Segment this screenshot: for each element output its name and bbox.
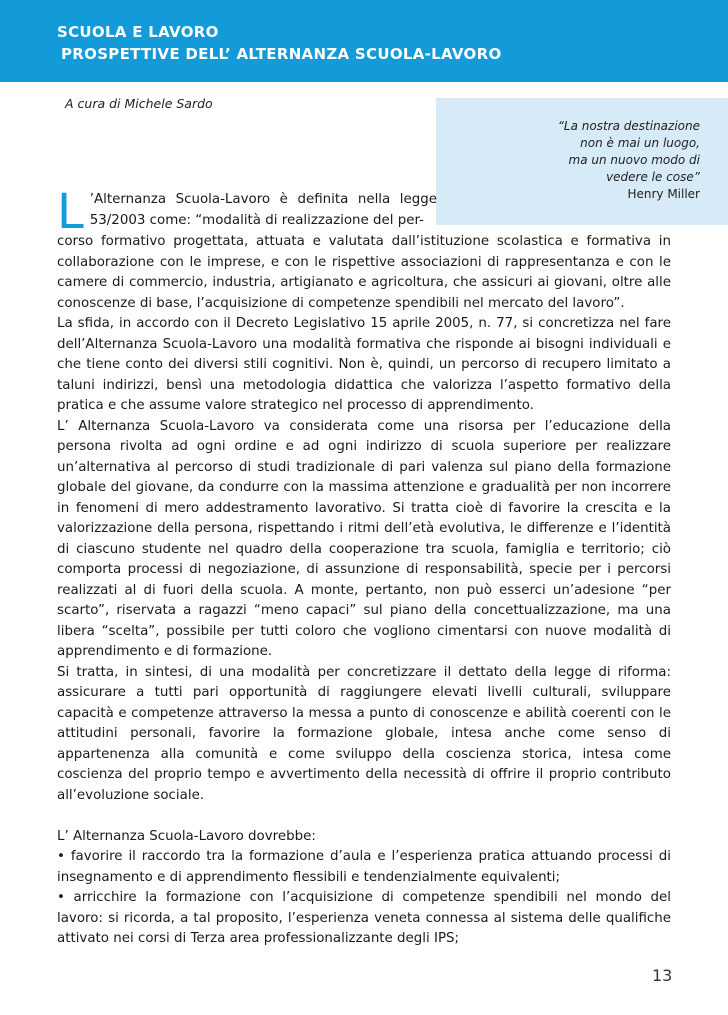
page-number: 13 xyxy=(652,966,673,985)
body-paragraph: corso formativo progettata, attuata e valutata dall’istituzione scolastica e formativa in collaborazione con le imprese, e con le rispettive associazioni di rappresentanza e con le camere di commercio, industria, artigianato e agricoltura, che assicuri ai giovani, oltre alle conoscenze di base, l’acquisizione di competenze spendibili nel mercato del lavoro”. xyxy=(57,234,671,311)
paragraph-spacer xyxy=(57,806,671,827)
quote-line: “La nostra destinazione xyxy=(557,119,700,133)
header-band xyxy=(0,0,728,82)
quote-line: vedere le cose” xyxy=(606,170,700,184)
quote-author: Henry Miller xyxy=(627,187,700,201)
drop-cap: L xyxy=(57,184,84,240)
body-paragraph: Si tratta, in sintesi, di una modalità per concretizzare il dettato della legge di riforma: assicurare a tutti pari opportunità di raggiungere elevati livelli culturali, sviluppare capacità e competenze attraverso la messa a punto di conoscenze e abilità coerenti con le attitudini personali, favorire la formazione globale, intesa anche come senso di appartenenza alla comunità e come sviluppo della coscienza storica, intesa come coscienza del proprio tempo e avvertimento della necessità di offrire il proprio contributo all’evoluzione sociale. xyxy=(57,664,671,803)
curator-credit: A cura di Michele Sardo xyxy=(65,96,213,111)
section-title xyxy=(57,21,502,65)
subtitle-line: PROSPETTIVE DELL’ ALTERNANZA SCUOLA-LAVORO xyxy=(61,45,502,63)
epigraph-box xyxy=(436,98,728,225)
lead-text: ’Alternanza Scuola-Lavoro è definita nella legge 53/2003 come: “modalità di realizzazione del per- xyxy=(89,192,437,228)
quote-line: ma un nuovo modo di xyxy=(568,153,700,167)
bullet-item: • favorire il raccordo tra la formazione d’aula e l’esperienza pratica attuando processi di insegnamento e di apprendimento flessibili e tendenzialmente equivalenti; xyxy=(57,849,671,885)
bullet-item: • arricchire la formazione con l’acquisizione di competenze spendibili nel mondo del lavoro: si ricorda, a tal proposito, l’esperienza veneta connessa al sistema delle qualifiche attivato nei corsi di Terza area professionalizzante degli IPS; xyxy=(57,890,671,946)
epigraph-quote xyxy=(460,118,700,203)
quote-line: non è mai un luogo, xyxy=(580,136,700,150)
title-line: SCUOLA E LAVORO xyxy=(57,23,219,41)
article-body xyxy=(57,232,671,950)
list-intro: L’ Alternanza Scuola-Lavoro dovrebbe: xyxy=(57,828,316,844)
body-paragraph: La sfida, in accordo con il Decreto Legislativo 15 aprile 2005, n. 77, si concretizza nel fare dell’Alternanza Scuola-Lavoro una modalità formativa che risponde ai bisogni individuali e che tiene conto dei diversi stili cognitivi. Non è, quindi, un percorso di recupero limitato a taluni indirizzi, bensì una metodologia didattica che valorizza l’aspetto formativo della pratica e che assume valore strategico nel processo di apprendimento. xyxy=(57,316,671,413)
body-paragraph: L’ Alternanza Scuola-Lavoro va considerata come una risorsa per l’educazione della persona rivolta ad ogni ordine e ad ogni indirizzo di scuola superiore per realizzare un’alternativa al percorso di studi tradizionale di pari valenza sul piano della formazione globale del giovane, da condurre con la massima attenzione e gradualità per non incorrere in fenomeni di mero addestramento lavorativo. Si tratta cioè di favorire la crescita e la valorizzazione della persona, rispettando i ritmi dell’età evolutiva, le differenze e l’identità di ciascuno studente nel quadro della cooperazione tra scuola, famiglia e territorio; ciò comporta processi di negoziazione, di assunzione di responsabilità, specie per i percorsi realizzati al di fuori della scuola. A monte, pertanto, non può esserci un’adesione “per scarto”, riservata a ragazzi “meno capaci” sul piano della concettualizzazione, ma una libera “scelta”, possibile per tutti coloro che vogliono cimentarsi con nuove modalità di apprendimento e di formazione. xyxy=(57,418,671,659)
lead-paragraph xyxy=(57,184,437,240)
